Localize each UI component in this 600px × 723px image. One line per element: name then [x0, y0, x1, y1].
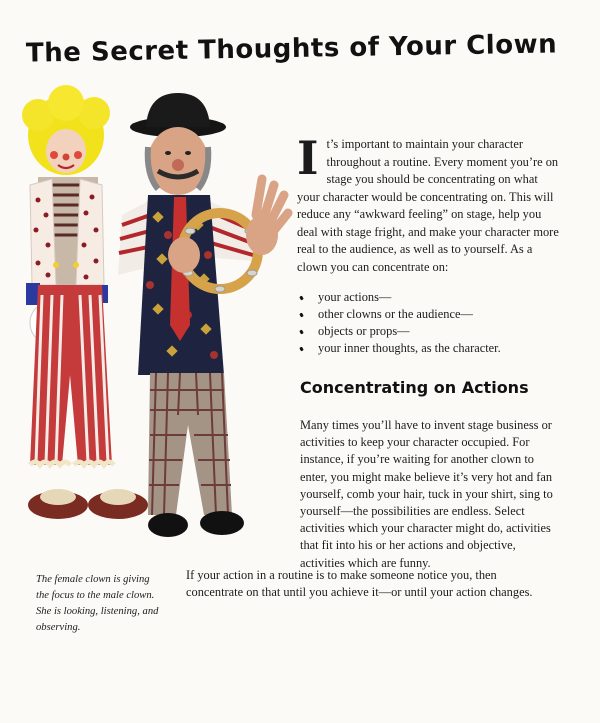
- intro-text: t’s important to maintain your character throughout a routine. Every moment you’re on stage you should be concentrating on what your character would be concentrating on. This will reduce any “awkward feeling” on stage, help you deal with stage fright, and make your character more real to the audience, as well as to yourself. As a clown you can concentrate on:: [297, 137, 559, 274]
- list-item: your actions—: [300, 289, 560, 306]
- clowns-photo: [18, 85, 308, 560]
- closing-paragraph: If your action in a routine is to make someone notice you, then concentrate on that until you achieve it—or until your action changes.: [186, 568, 533, 600]
- page-title: The Secret Thoughts of Your Clown: [25, 29, 558, 69]
- drop-cap: I: [297, 131, 319, 185]
- list-item: objects or props—: [300, 323, 560, 340]
- male-clown-figure: [118, 93, 288, 537]
- female-clown-figure: [22, 85, 148, 519]
- list-item: other clowns or the audience—: [300, 306, 560, 323]
- intro-paragraph: [297, 131, 559, 276]
- body-paragraph: Many times you’ll have to invent stage business or activities to keep your character occupied. For instance, if you’re waiting for another clown to enter, you might make believe it’s very hot and fan yourself, comb your hair, tuck in your shirt, sing to yourself—the possibilities are endless. Select activities which your character might do, activities that fit into his or her actions and objective, activities which are funny.: [300, 418, 553, 570]
- section-heading: Concentrating on Actions: [300, 378, 529, 397]
- concentration-list: [300, 289, 560, 357]
- photo-caption: The female clown is giving the focus to the male clown. She is looking, listening, and observing.: [36, 574, 159, 633]
- list-item: your inner thoughts, as the character.: [300, 340, 560, 357]
